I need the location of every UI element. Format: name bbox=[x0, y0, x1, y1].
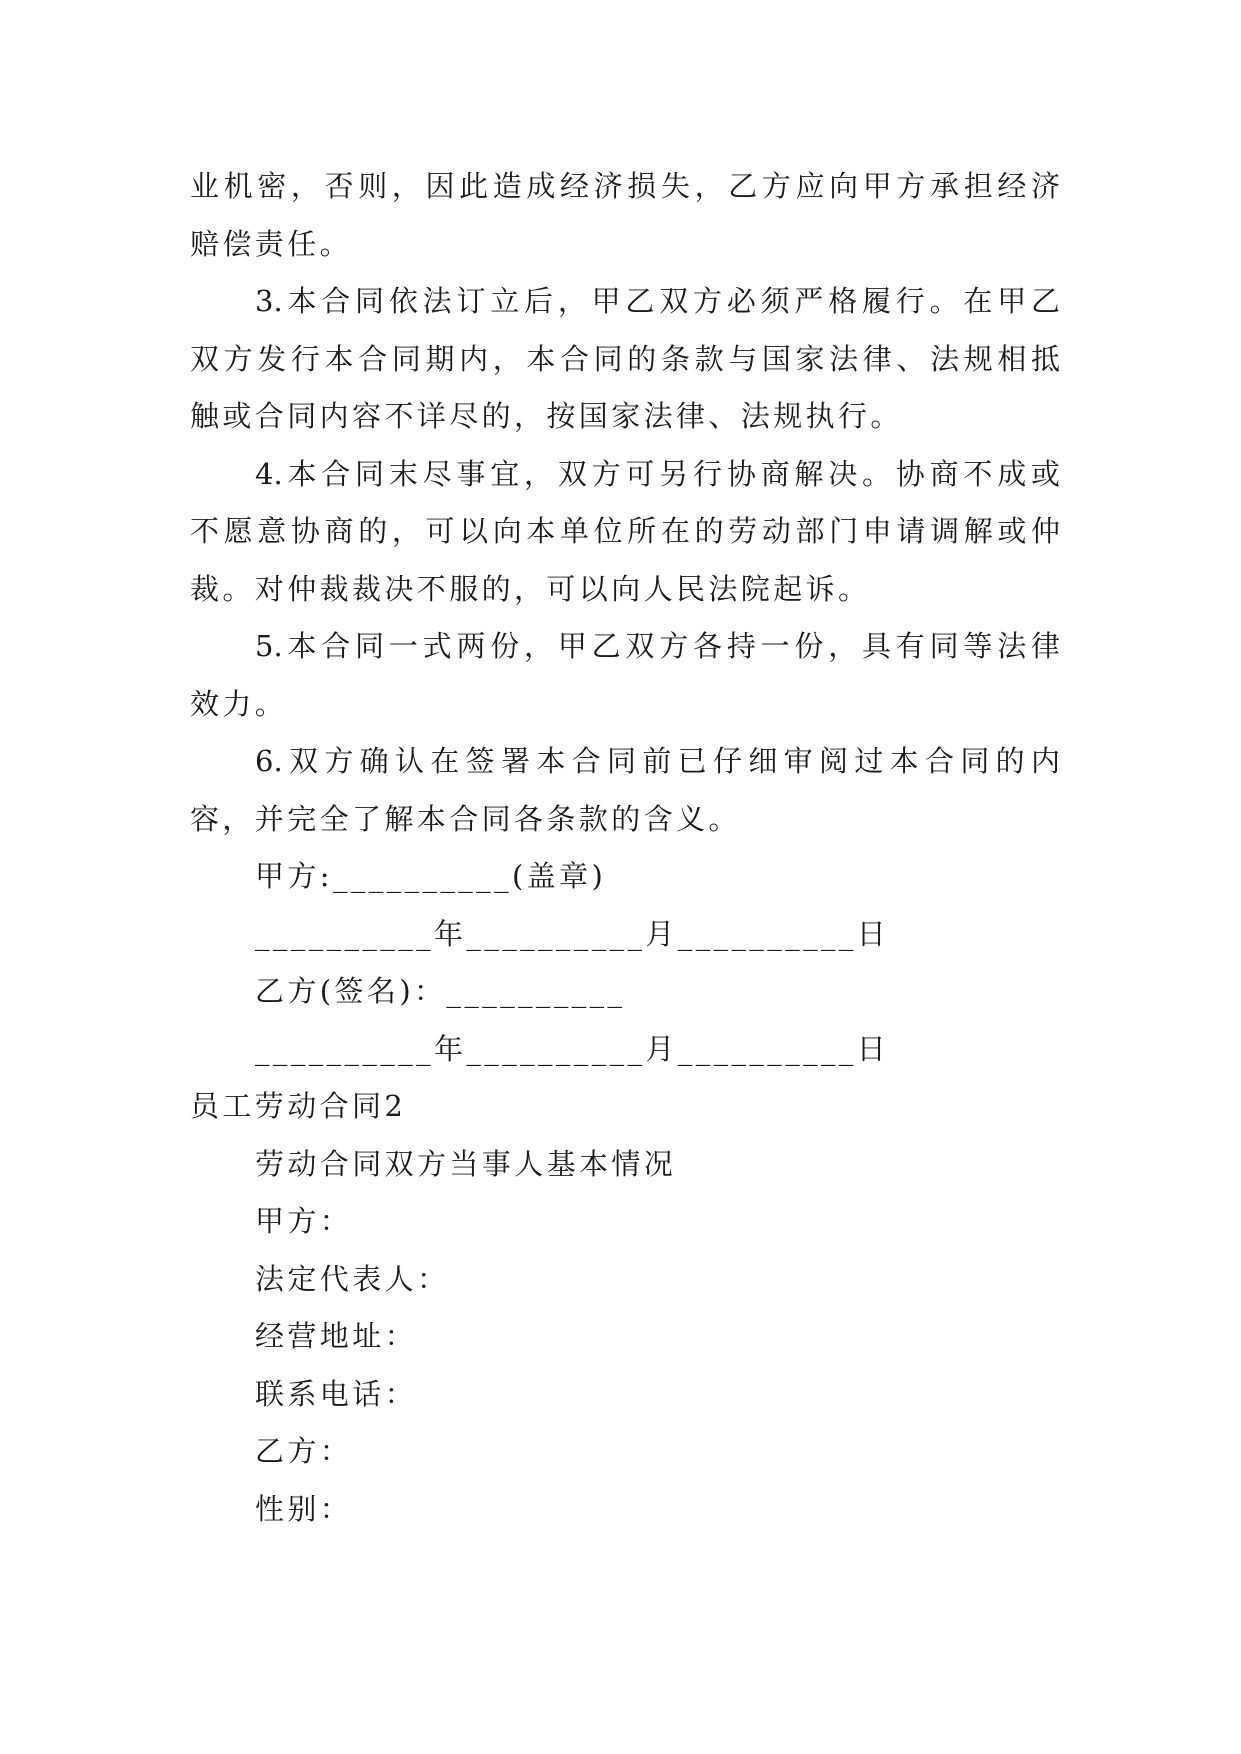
clause3-line3: 触或合同内容不详尽的，按国家法律、法规执行。 bbox=[190, 399, 903, 433]
clause6-line2: 容，并完全了解本合同各条款的含义。 bbox=[190, 802, 741, 836]
party-b-label: 乙方： bbox=[255, 1434, 353, 1468]
address-label: 经营地址： bbox=[255, 1319, 418, 1353]
clause2-line2: 赔偿责任。 bbox=[190, 227, 353, 261]
clause2-line1: 业机密，否则，因此造成经济损失，乙方应向甲方承担经济 bbox=[190, 169, 1060, 203]
phone-label: 联系电话： bbox=[255, 1377, 418, 1411]
contract2-heading: 员工劳动合同2 bbox=[190, 1089, 407, 1123]
clause3-line2: 双方发行本合同期内，本合同的条款与国家法律、法规相抵 bbox=[190, 342, 1060, 376]
clause5-line2: 效力。 bbox=[190, 687, 288, 721]
party-a-label: 甲方： bbox=[255, 1204, 353, 1238]
party-b-date: __________年__________月__________日 bbox=[255, 1032, 890, 1066]
party-a-date: __________年__________月__________日 bbox=[255, 917, 890, 951]
clause4-line1: 4.本合同末尽事宜，双方可另行协商解决。协商不成或 bbox=[255, 457, 1060, 491]
legal-rep-label: 法定代表人： bbox=[255, 1262, 450, 1296]
clause5-line1: 5.本合同一式两份，甲乙双方各持一份，具有同等法律 bbox=[255, 629, 1060, 663]
clause3-line1: 3.本合同依法订立后，甲乙双方必须严格履行。在甲乙 bbox=[255, 284, 1060, 318]
party-a-signature: 甲方:__________(盖章) bbox=[255, 859, 607, 893]
party-b-signature: 乙方(签名)：__________ bbox=[255, 974, 626, 1008]
clause4-line2: 不愿意协商的，可以向本单位所在的劳动部门申请调解或仲 bbox=[190, 514, 1060, 548]
gender-label: 性别： bbox=[255, 1492, 353, 1526]
clause6-line1: 6.双方确认在签署本合同前已仔细审阅过本合同的内 bbox=[255, 744, 1060, 778]
section-title: 劳动合同双方当事人基本情况 bbox=[255, 1147, 677, 1181]
clause4-line3: 裁。对仲裁裁决不服的，可以向人民法院起诉。 bbox=[190, 572, 871, 606]
